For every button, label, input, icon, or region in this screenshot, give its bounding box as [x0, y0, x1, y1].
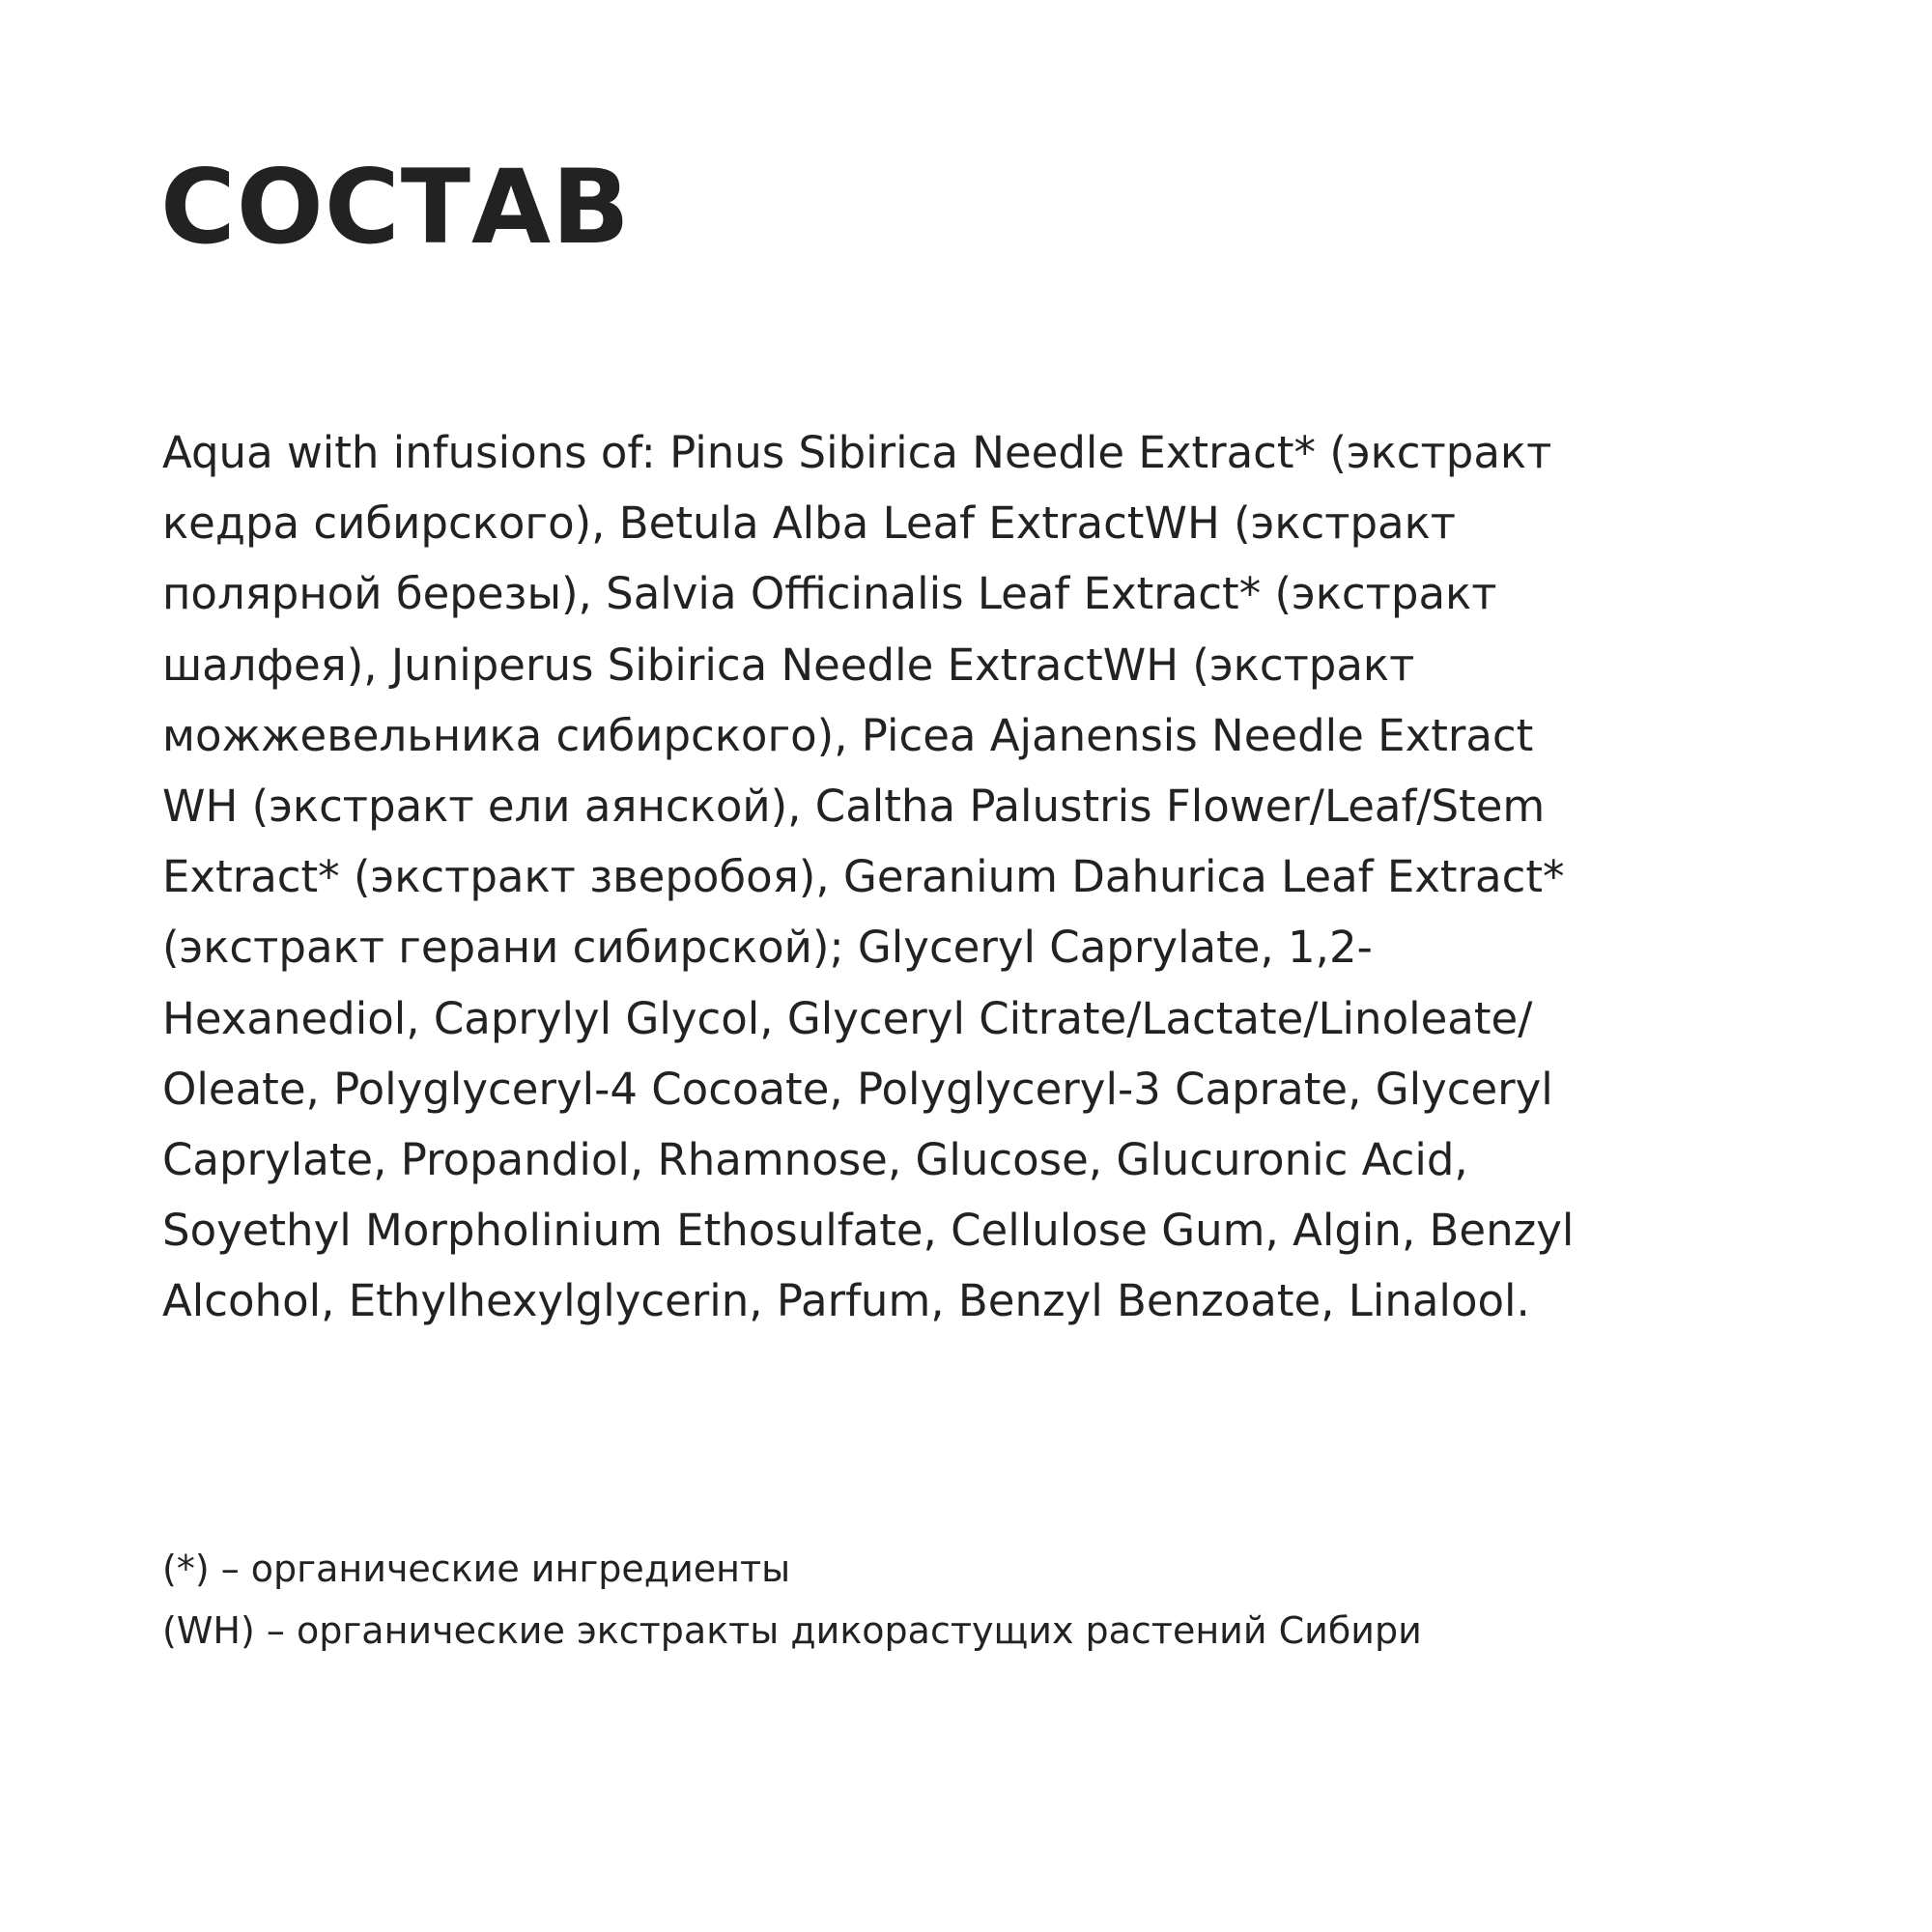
- footnote-organic: (*) – органические ингредиенты: [162, 1548, 791, 1590]
- footnotes: [162, 1538, 1422, 1662]
- ingredients-line: Soyethyl Morpholinium Ethosulfate, Cellulose Gum, Algin, Benzyl: [162, 1205, 1575, 1257]
- ingredients-line: Extract* (экстракт зверобоя), Geranium Dahurica Leaf Extract*: [162, 851, 1565, 903]
- ingredients-line: полярной березы), Salvia Officinalis Leaf Extract* (экстракт: [162, 568, 1497, 620]
- ingredients-line: WH (экстракт ели аянской), Caltha Palustris Flower/Leaf/Stem: [162, 781, 1546, 833]
- ingredients-line: можжевельника сибирского), Picea Ajanensis Needle Extract: [162, 709, 1534, 761]
- ingredients-line: Aqua with infusions of: Pinus Sibirica Needle Extract* (экстракт: [162, 427, 1552, 478]
- ingredients-line: Caprylate, Propandiol, Rhamnose, Glucose, Glucuronic Acid,: [162, 1134, 1468, 1186]
- footnote-wild-harvested: (WH) – органические экстракты дикорастущих растений Сибири: [162, 1609, 1422, 1652]
- ingredients-line: (экстракт герани сибирской); Glyceryl Caprylate, 1,2-: [162, 922, 1373, 974]
- ingredients-line: Oleate, Polyglyceryl-4 Cocoate, Polyglyceryl-3 Caprate, Glyceryl: [162, 1063, 1553, 1115]
- page-title: СОСТАВ: [160, 148, 631, 267]
- ingredients-line: кедра сибирского), Betula Alba Leaf ExtractWH (экстракт: [162, 497, 1457, 550]
- ingredients-line: Alcohol, Ethylhexylglycerin, Parfum, Benzyl Benzoate, Linalool.: [162, 1275, 1530, 1327]
- ingredients-list: [162, 417, 1804, 1337]
- ingredients-line: шалфея), Juniperus Sibirica Needle ExtractWH (экстракт: [162, 639, 1415, 691]
- ingredients-line: Hexanediol, Caprylyl Glycol, Glyceryl Citrate/Lactate/Linoleate/: [162, 992, 1533, 1044]
